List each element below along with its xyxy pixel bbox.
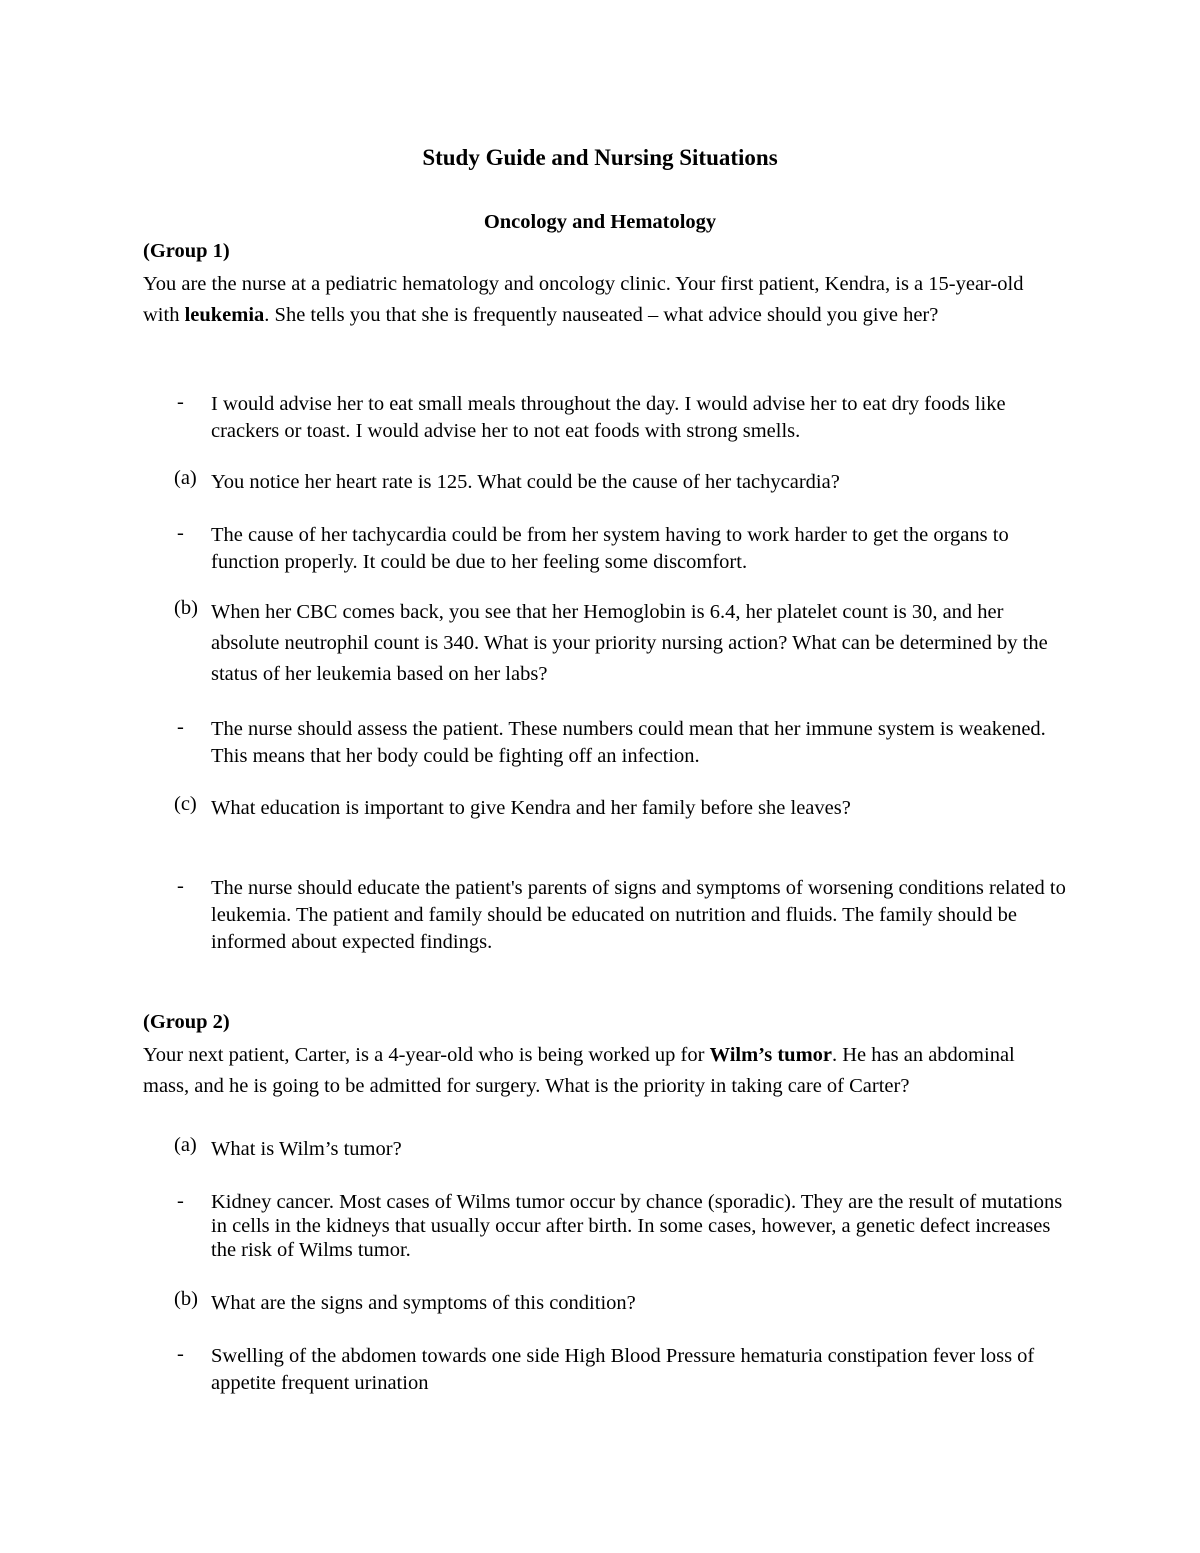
group1-intro-bold: leukemia	[184, 304, 265, 326]
group1-heading: (Group 1)	[143, 240, 230, 262]
group1-qb-question: When her CBC comes back, you see that her Hemoglobin is 6.4, her platelet count is 30, and her absolute neutrophil count is 340. What is your priority nursing action? What can be determined by the status of her leukemia based on her labs?	[211, 601, 1048, 685]
bullet-dash: -	[177, 1190, 184, 1212]
group1-qb-marker: (b)	[174, 597, 198, 619]
group1-qb-answer: The nurse should assess the patient. These numbers could mean that her immune system is weakened. This means that her body could be fighting off an infection.	[211, 718, 1046, 767]
bullet-dash: -	[177, 716, 184, 738]
page-subtitle: Oncology and Hematology	[483, 211, 717, 233]
group2-intro-pre: Your next patient, Carter, is a 4-year-old who is being worked up for	[143, 1044, 710, 1066]
group2-intro	[143, 1040, 1063, 1102]
group1-intro-post: . She tells you that she is frequently nauseated – what advice should you give her?	[264, 304, 939, 326]
group1-qc-question: What education is important to give Kendra and her family before she leaves?	[211, 797, 851, 819]
group1-intro-pre: You are the nurse at a pediatric hematology and oncology clinic. Your first patient, Kendra, is a 15-year-old with	[143, 273, 1024, 326]
bullet-dash: -	[177, 522, 184, 544]
group2-qa-answer: Kidney cancer. Most cases of Wilms tumor occur by chance (sporadic). They are the result of mutations in cells in the kidneys that usually occur after birth. In some cases, however, a genetic defect increases the risk of Wilms tumor.	[211, 1191, 1063, 1261]
group2-qa-marker: (a)	[174, 1134, 197, 1156]
group2-qa-question: What is Wilm’s tumor?	[211, 1138, 402, 1160]
bullet-dash: -	[177, 1343, 184, 1365]
group2-qb-marker: (b)	[174, 1288, 198, 1310]
bullet-dash: -	[177, 391, 184, 413]
group2-qb-question: What are the signs and symptoms of this condition?	[211, 1292, 636, 1314]
group1-qc-marker: (c)	[174, 793, 197, 815]
group1-qa-marker: (a)	[174, 467, 197, 489]
group1-qa-answer: The cause of her tachycardia could be from her system having to work harder to get the organs to function properly. It could be due to her feeling some discomfort.	[211, 524, 1009, 573]
bullet-dash: -	[177, 875, 184, 897]
group2-heading: (Group 2)	[143, 1011, 230, 1033]
group1-intro	[143, 269, 1063, 331]
group2-intro-bold: Wilm’s tumor	[709, 1044, 832, 1066]
group1-qc-answer: The nurse should educate the patient's parents of signs and symptoms of worsening conditions related to leukemia. The patient and family should be educated on nutrition and fluids. The family should be informed about expected findings.	[211, 877, 1066, 953]
group1-qa-question: You notice her heart rate is 125. What could be the cause of her tachycardia?	[211, 471, 840, 493]
group2-qb-answer: Swelling of the abdomen towards one side High Blood Pressure hematuria constipation fever loss of appetite frequent urination	[211, 1345, 1035, 1394]
page-title: Study Guide and Nursing Situations	[422, 145, 778, 170]
group1-answer-intro: I would advise her to eat small meals throughout the day. I would advise her to eat dry foods like crackers or toast. I would advise her to not eat foods with strong smells.	[211, 393, 1006, 442]
group2-intro-post: . He has an abdominal mass, and he is going to be admitted for surgery. What is the priority in taking care of Carter?	[143, 1044, 1015, 1097]
